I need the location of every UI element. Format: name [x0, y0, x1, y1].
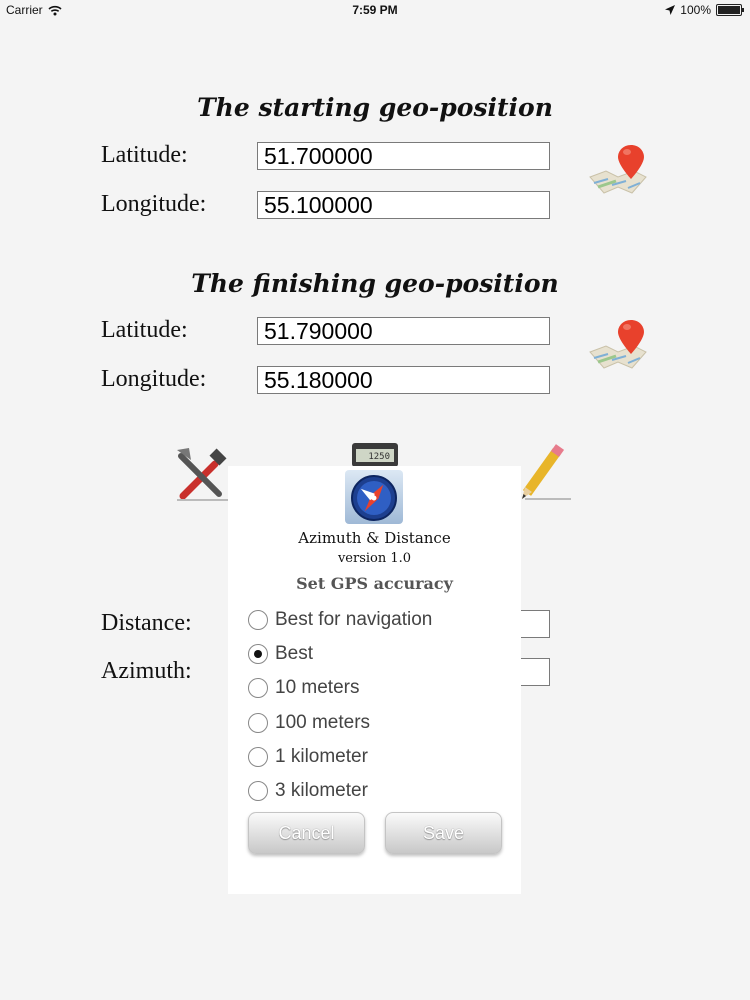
option-label: Best: [275, 643, 314, 664]
start-section-title: The starting geo-position: [197, 93, 553, 122]
radio-button[interactable]: [248, 781, 268, 801]
map-pin-icon[interactable]: [588, 143, 648, 195]
radio-button[interactable]: [248, 610, 268, 630]
radio-button-selected[interactable]: [248, 644, 268, 664]
status-bar: [0, 0, 750, 22]
option-label: Best for navigation: [275, 609, 433, 630]
dialog-title: Set GPS accuracy: [296, 574, 453, 593]
battery-percent: 100%: [680, 3, 711, 17]
option-label: 10 meters: [275, 677, 360, 698]
start-latitude-input[interactable]: 51.700000: [257, 142, 550, 170]
option-3-kilometer[interactable]: [248, 778, 368, 804]
option-label: 1 kilometer: [275, 746, 368, 767]
app-logo: [345, 470, 403, 524]
calculator-display: 1250: [368, 452, 390, 462]
option-best[interactable]: [248, 641, 313, 667]
distance-label: Distance:: [101, 610, 192, 636]
option-10-meters[interactable]: [248, 675, 359, 701]
option-label: 100 meters: [275, 712, 371, 733]
app-version: version 1.0: [337, 551, 412, 566]
finish-latitude-label: Latitude:: [101, 317, 188, 343]
carrier-label: Carrier: [6, 3, 43, 17]
start-longitude-label: Longitude:: [101, 191, 207, 217]
compass-icon: [345, 470, 403, 524]
option-best-for-navigation[interactable]: [248, 607, 432, 633]
status-right: [665, 3, 742, 17]
radio-button[interactable]: [248, 713, 268, 733]
finish-section-title: The finishing geo-position: [191, 269, 559, 298]
status-time: 7:59 PM: [352, 3, 398, 17]
option-label: 3 kilometer: [275, 780, 368, 801]
start-longitude-input[interactable]: 55.100000: [257, 191, 550, 219]
finish-longitude-input[interactable]: 55.180000: [257, 366, 550, 394]
start-latitude-label: Latitude:: [101, 142, 188, 168]
radio-button[interactable]: [248, 678, 268, 698]
cancel-button[interactable]: Cancel: [248, 812, 365, 854]
gps-accuracy-dialog: [228, 466, 521, 894]
radio-button[interactable]: [248, 747, 268, 767]
pencil-icon[interactable]: [517, 443, 573, 501]
battery-icon: [716, 4, 742, 16]
finish-longitude-label: Longitude:: [101, 366, 207, 392]
save-button[interactable]: Save: [385, 812, 502, 854]
azimuth-label: Azimuth:: [101, 658, 192, 684]
calculator-icon[interactable]: [352, 443, 398, 467]
finish-latitude-input[interactable]: 51.790000: [257, 317, 550, 345]
map-pin-icon[interactable]: [588, 318, 648, 370]
settings-tools-icon[interactable]: [175, 446, 233, 502]
app-name: Azimuth & Distance: [298, 529, 451, 547]
location-arrow-icon: [665, 5, 675, 15]
option-1-kilometer[interactable]: [248, 744, 368, 770]
option-100-meters[interactable]: [248, 710, 370, 736]
